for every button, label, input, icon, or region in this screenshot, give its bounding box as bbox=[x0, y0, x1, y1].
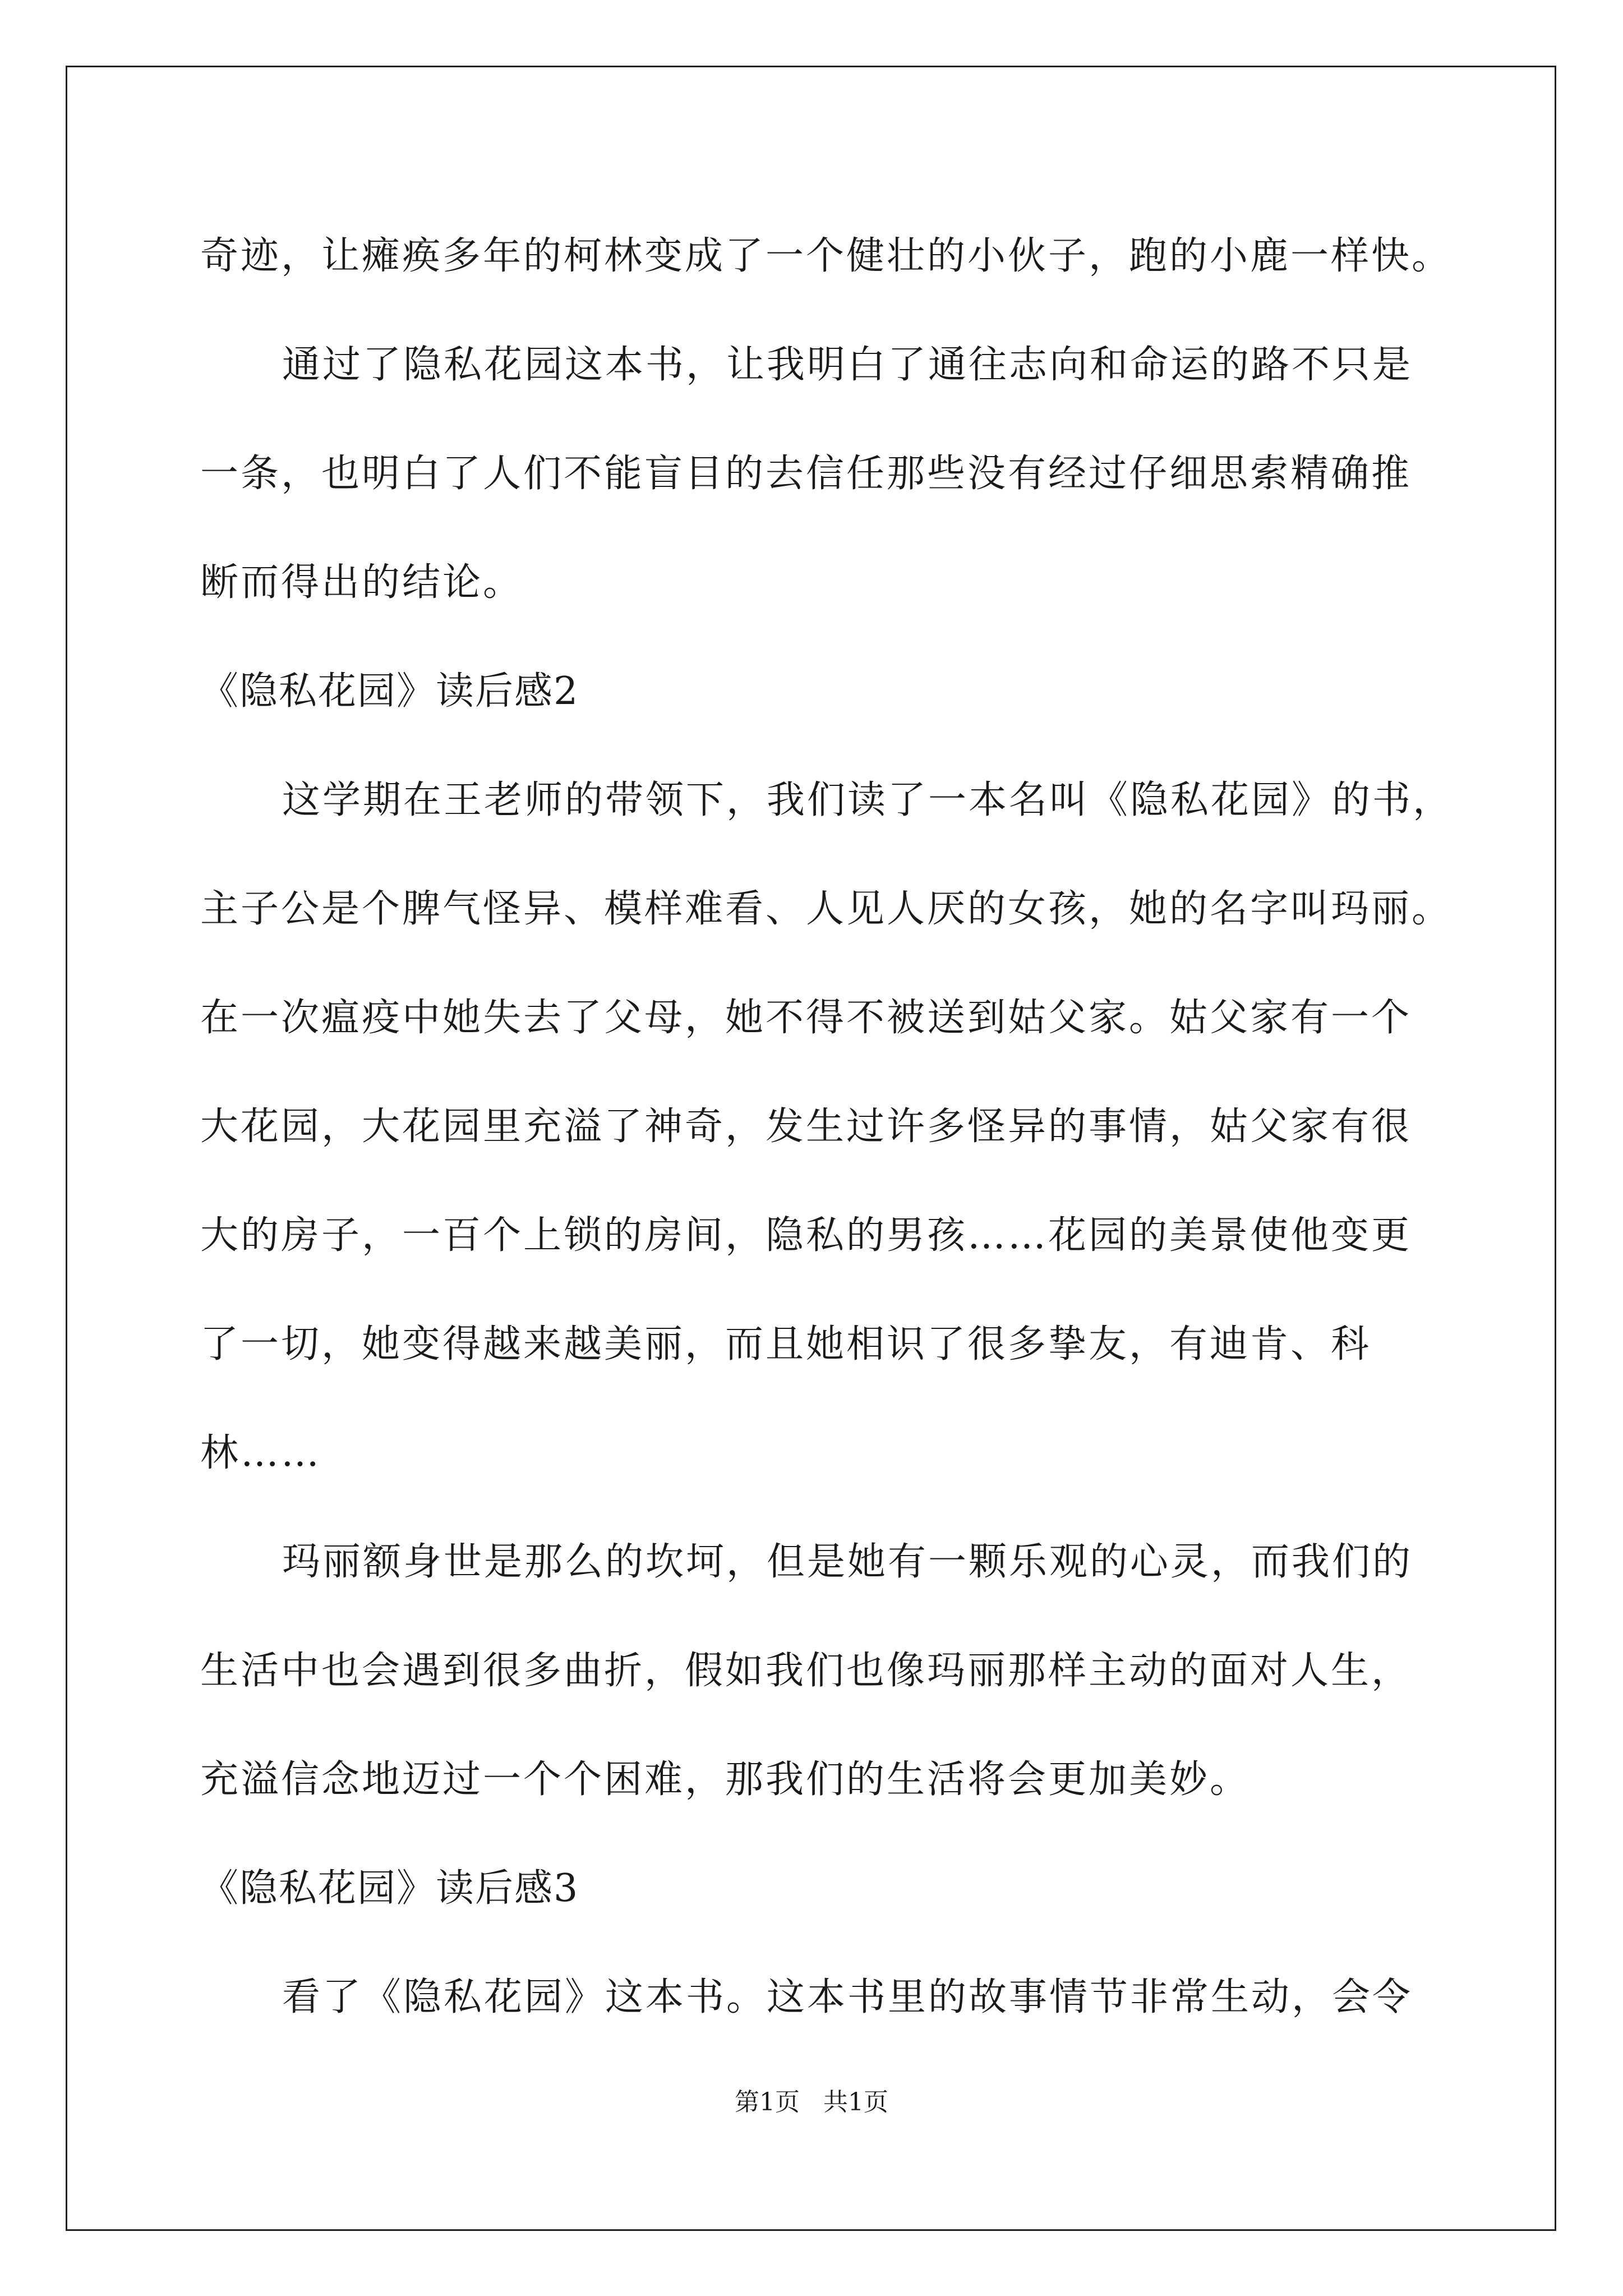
paragraph-line: 奇迹，让瘫痪多年的柯林变成了一个健壮的小伙子，跑的小鹿一样快。 bbox=[200, 234, 1453, 278]
paragraph-line: 了一切，她变得越来越美丽，而且她相识了很多挚友，有迪肯、科 bbox=[200, 1322, 1372, 1366]
page-number-total: 共1页 bbox=[823, 2088, 888, 2116]
paragraph-line: 断而得出的结论。 bbox=[200, 560, 524, 605]
section-heading: 《隐私花园》读后感2 bbox=[200, 669, 579, 714]
document-body bbox=[200, 202, 1454, 2052]
paragraph-line: 通过了隐私花园这本书，让我明白了通往志向和命运的路不只是 bbox=[282, 343, 1413, 387]
paragraph-line: 主子公是个脾气怪异、模样难看、人见人厌的女孩，她的名字叫玛丽。 bbox=[200, 887, 1453, 931]
paragraph-line: 这学期在王老师的带领下，我们读了一本名叫《隐私花园》的书， bbox=[282, 778, 1454, 822]
page-number-current: 第1页 bbox=[735, 2088, 800, 2116]
paragraph-line: 大花园，大花园里充溢了神奇，发生过许多怪异的事情，姑父家有很 bbox=[200, 1105, 1412, 1149]
paragraph-line: 玛丽额身世是那么的坎坷，但是她有一颗乐观的心灵，而我们的 bbox=[282, 1540, 1413, 1584]
paragraph-line: 看了《隐私花园》这本书。这本书里的故事情节非常生动，会令 bbox=[282, 1975, 1413, 2019]
paragraph-line: 一条，也明白了人们不能盲目的去信任那些没有经过仔细思索精确推 bbox=[200, 452, 1412, 496]
paragraph-line: 在一次瘟疫中她失去了父母，她不得不被送到姑父家。姑父家有一个 bbox=[200, 996, 1412, 1040]
paragraph-line: 大的房子，一百个上锁的房间，隐私的男孩……花园的美景使他变更 bbox=[200, 1213, 1412, 1258]
paragraph-line: 充溢信念地迈过一个个困难，那我们的生活将会更加美妙。 bbox=[200, 1757, 1251, 1802]
paragraph-line: 生活中也会遇到很多曲折，假如我们也像玛丽那样主动的面对人生， bbox=[200, 1649, 1412, 1693]
section-heading: 《隐私花园》读后感3 bbox=[200, 1866, 579, 1911]
paragraph-line: 林…… bbox=[200, 1431, 322, 1475]
page-footer bbox=[0, 2086, 1623, 2119]
